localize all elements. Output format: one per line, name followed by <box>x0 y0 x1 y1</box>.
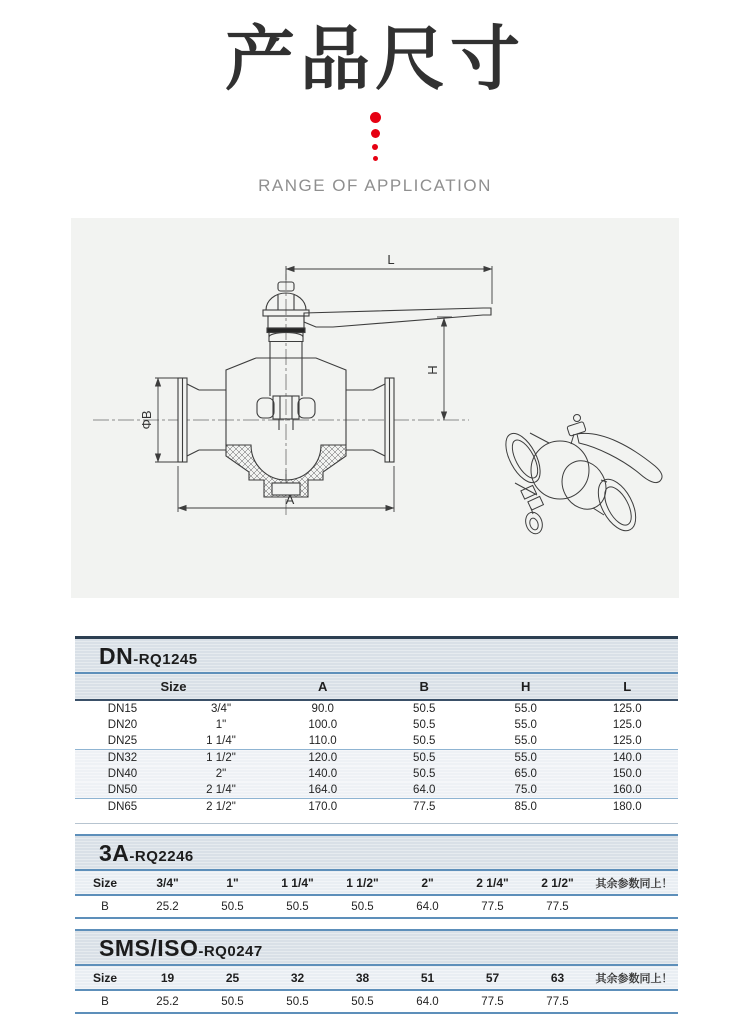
row-label: B <box>101 995 109 1008</box>
cell-size-dn: DN32 <box>107 752 138 765</box>
spacer <box>75 919 678 929</box>
cell-size: 1 1/2" <box>346 875 379 890</box>
table-3a-size-row <box>75 871 678 894</box>
cell-empty <box>590 991 678 1012</box>
cell-B: 50.5 <box>413 752 436 765</box>
column-header: A <box>318 679 328 695</box>
cell-b: 77.5 <box>481 900 504 913</box>
dim-label-PhiB: ΦB <box>139 410 154 430</box>
cell-B: 50.5 <box>413 735 436 748</box>
cell-size-dn: DN20 <box>107 719 138 732</box>
dim-label-A: A <box>285 492 295 508</box>
dim-label-L: L <box>387 252 395 268</box>
cell-size-dn: DN25 <box>107 735 138 748</box>
cell-size: 63 <box>550 970 565 985</box>
table-title-main: SMS/ISO <box>99 935 199 962</box>
cell-B: 50.5 <box>413 768 436 781</box>
valve-handle <box>304 308 491 327</box>
dot <box>373 156 378 161</box>
cell-A: 170.0 <box>308 801 338 814</box>
table-sms-b-row <box>75 991 678 1012</box>
cell-B: 50.5 <box>413 719 436 732</box>
cell-b: 50.5 <box>351 900 374 913</box>
table-dn-title <box>75 639 678 672</box>
row-label: Size <box>92 875 117 890</box>
cell-size: 57 <box>485 970 500 985</box>
cell-L: 180.0 <box>612 801 642 814</box>
technical-drawing-panel <box>71 218 679 598</box>
cell-empty <box>590 896 678 917</box>
cell-B: 50.5 <box>413 703 436 716</box>
cell-size-dn: DN65 <box>107 801 138 814</box>
table-title-suffix: -RQ2246 <box>129 848 194 866</box>
cell-b: 64.0 <box>416 900 439 913</box>
table-3a-b-row <box>75 896 678 917</box>
cell-size-inch: 3/4" <box>210 703 232 716</box>
cell-L: 160.0 <box>612 784 642 797</box>
cell-size-dn: DN40 <box>107 768 138 781</box>
cell-B: 64.0 <box>413 784 436 797</box>
cell-H: 55.0 <box>514 703 537 716</box>
cell-size: 38 <box>355 970 370 985</box>
table-dn-header-row <box>75 674 678 699</box>
cell-size: 1 1/4" <box>281 875 314 890</box>
cell-size: 1" <box>226 875 239 890</box>
cell-size: 25 <box>225 970 240 985</box>
cell-size-inch: 1 1/4" <box>206 735 236 748</box>
cell-b: 25.2 <box>156 900 179 913</box>
cell-size-inch: 1 1/2" <box>206 752 236 765</box>
cell-b: 25.2 <box>156 995 179 1008</box>
cell-size: 51 <box>420 970 435 985</box>
cell-b: 50.5 <box>221 900 244 913</box>
cell-A: 140.0 <box>308 768 338 781</box>
cell-size: 19 <box>160 970 175 985</box>
table-sms <box>75 929 678 1014</box>
dim-label-H: H <box>425 365 440 376</box>
cell-size-dn: DN15 <box>107 703 138 716</box>
cell-b: 77.5 <box>546 900 569 913</box>
cell-H: 55.0 <box>514 752 537 765</box>
cell-size: 3/4" <box>156 875 179 890</box>
cell-size: 2" <box>421 875 434 890</box>
page-title: 产品尺寸 <box>225 20 525 98</box>
cell-L: 125.0 <box>612 735 642 748</box>
cell-A: 90.0 <box>311 703 334 716</box>
table-row <box>75 701 678 717</box>
cell-size-inch: 2 1/2" <box>206 801 236 814</box>
cell-L: 150.0 <box>612 768 642 781</box>
table-row <box>75 782 678 798</box>
cell-L: 140.0 <box>612 752 642 765</box>
column-header: B <box>419 679 429 695</box>
cell-H: 85.0 <box>514 801 537 814</box>
cell-b: 77.5 <box>481 995 504 1008</box>
cell-size: 2 1/2" <box>541 875 574 890</box>
cell-b: 77.5 <box>546 995 569 1008</box>
table-title-main: 3A <box>99 840 130 867</box>
table-row <box>75 733 678 749</box>
row-label: Size <box>92 970 117 985</box>
cell-size-inch: 2 1/4" <box>206 784 236 797</box>
dot <box>371 129 380 138</box>
cell-H: 75.0 <box>514 784 537 797</box>
page-header <box>0 0 750 196</box>
cell-A: 100.0 <box>308 719 338 732</box>
dot <box>370 112 381 123</box>
table-sms-size-row <box>75 966 678 989</box>
cell-size-dn: DN50 <box>107 784 138 797</box>
cell-b: 64.0 <box>416 995 439 1008</box>
table-row <box>75 750 678 766</box>
cell-size-inch: 2" <box>215 768 227 781</box>
cell-size-inch: 1" <box>215 719 227 732</box>
cell-size: 2 1/4" <box>476 875 509 890</box>
cell-b: 50.5 <box>351 995 374 1008</box>
table-title-suffix: -RQ1245 <box>133 651 198 669</box>
table-title-main: DN <box>99 643 134 670</box>
red-dots-decoration <box>0 112 750 161</box>
cell-b: 50.5 <box>221 995 244 1008</box>
cell-b: 50.5 <box>286 900 309 913</box>
table-title-suffix: -RQ0247 <box>198 943 263 961</box>
table-3a <box>75 834 678 919</box>
table-note: 其余参数同上！ <box>595 877 673 890</box>
cell-H: 55.0 <box>514 735 537 748</box>
cell-L: 125.0 <box>612 719 642 732</box>
page-subtitle: RANGE OF APPLICATION <box>258 176 492 196</box>
column-header: H <box>521 679 531 695</box>
isometric-view <box>499 415 662 537</box>
spec-tables <box>75 636 678 1014</box>
technical-drawing <box>71 218 679 598</box>
table-3a-title <box>75 836 678 869</box>
cell-A: 110.0 <box>308 735 337 748</box>
table-dn <box>75 636 678 815</box>
cell-A: 164.0 <box>308 784 338 797</box>
table-row <box>75 717 678 733</box>
cell-L: 125.0 <box>612 703 642 716</box>
cell-H: 55.0 <box>514 719 537 732</box>
column-header: Size <box>160 679 187 695</box>
section-divider <box>75 823 678 824</box>
cell-size: 32 <box>290 970 305 985</box>
cell-A: 120.0 <box>308 752 338 765</box>
row-label: B <box>101 900 109 913</box>
table-note: 其余参数同上！ <box>595 972 673 985</box>
table-row <box>75 799 678 815</box>
divider <box>75 1012 678 1014</box>
cell-H: 65.0 <box>514 768 537 781</box>
cell-B: 77.5 <box>413 801 436 814</box>
column-header: L <box>623 679 632 695</box>
cell-b: 50.5 <box>286 995 309 1008</box>
dot <box>372 144 378 150</box>
table-row <box>75 766 678 782</box>
table-sms-title <box>75 931 678 964</box>
